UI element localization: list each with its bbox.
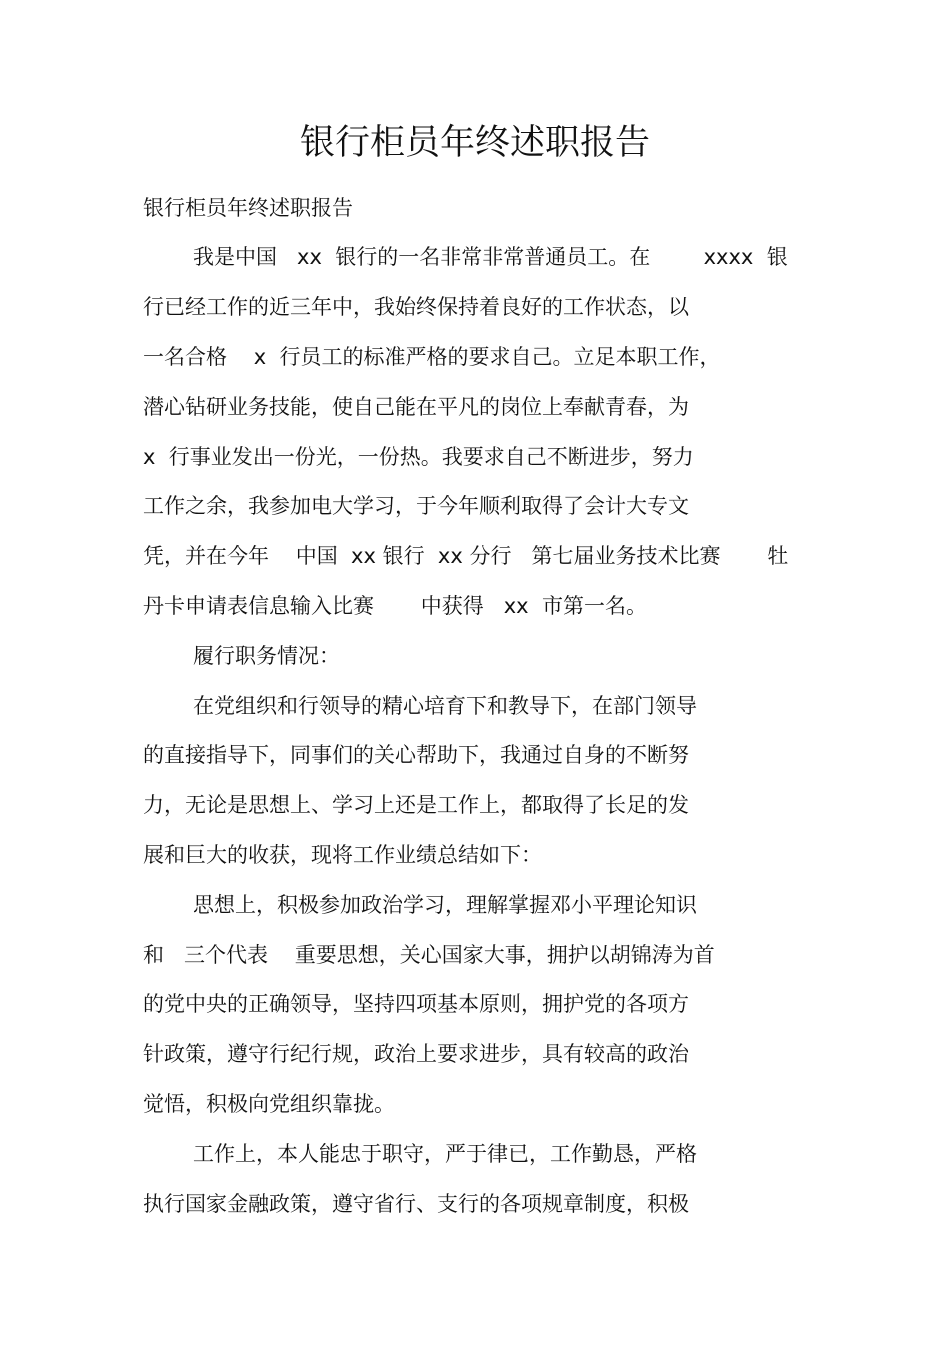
body-line: 我是中国 xx 银行的一名非常非常普通员工。在 xxxx 银 — [193, 245, 788, 269]
body-line: 和 三个代表 重要思想，关心国家大事，拥护以胡锦涛为首 — [143, 943, 715, 967]
body-line: 思想上，积极参加政治学习，理解掌握邓小平理论知识 — [193, 893, 697, 917]
body-line: 行已经工作的近三年中，我始终保持着良好的工作状态，以 — [143, 295, 689, 319]
body-line: 执行国家金融政策，遵守省行、支行的各项规章制度，积极 — [143, 1192, 689, 1216]
body-line: 一名合格 x 行员工的标准严格的要求自己。立足本职工作， — [143, 345, 721, 369]
section-heading: 履行职务情况： — [193, 644, 340, 668]
body-line: 凭，并在今年 中国 xx 银行 xx 分行 第七届业务技术比赛 牡 — [143, 544, 789, 568]
body-line: 丹卡申请表信息输入比赛 中获得 xx 市第一名。 — [143, 594, 647, 618]
body-line: 工作上，本人能忠于职守，严于律已，工作勤恳，严格 — [193, 1142, 697, 1166]
body-line: 在党组织和行领导的精心培育下和教导下，在部门领导 — [193, 694, 697, 718]
body-line: 潜心钻研业务技能，使自己能在平凡的岗位上奉献青春，为 — [143, 395, 689, 419]
subtitle-line: 银行柜员年终述职报告 — [143, 196, 353, 220]
body-line: 觉悟，积极向党组织靠拢。 — [143, 1092, 395, 1116]
body-line: 的党中央的正确领导，坚持四项基本原则，拥护党的各项方 — [143, 992, 689, 1016]
body-line: 力，无论是思想上、学习上还是工作上，都取得了长足的发 — [143, 793, 689, 817]
body-line: x 行事业发出一份光，一份热。我要求自己不断进步，努力 — [143, 445, 694, 469]
document-title: 银行柜员年终述职报告 — [299, 123, 650, 163]
body-line: 的直接指导下，同事们的关心帮助下，我通过自身的不断努 — [143, 743, 689, 767]
body-line: 针政策，遵守行纪行规，政治上要求进步，具有较高的政治 — [143, 1042, 689, 1066]
body-line: 展和巨大的收获，现将工作业绩总结如下： — [143, 843, 542, 867]
body-line: 工作之余，我参加电大学习，于今年顺利取得了会计大专文 — [143, 494, 689, 518]
